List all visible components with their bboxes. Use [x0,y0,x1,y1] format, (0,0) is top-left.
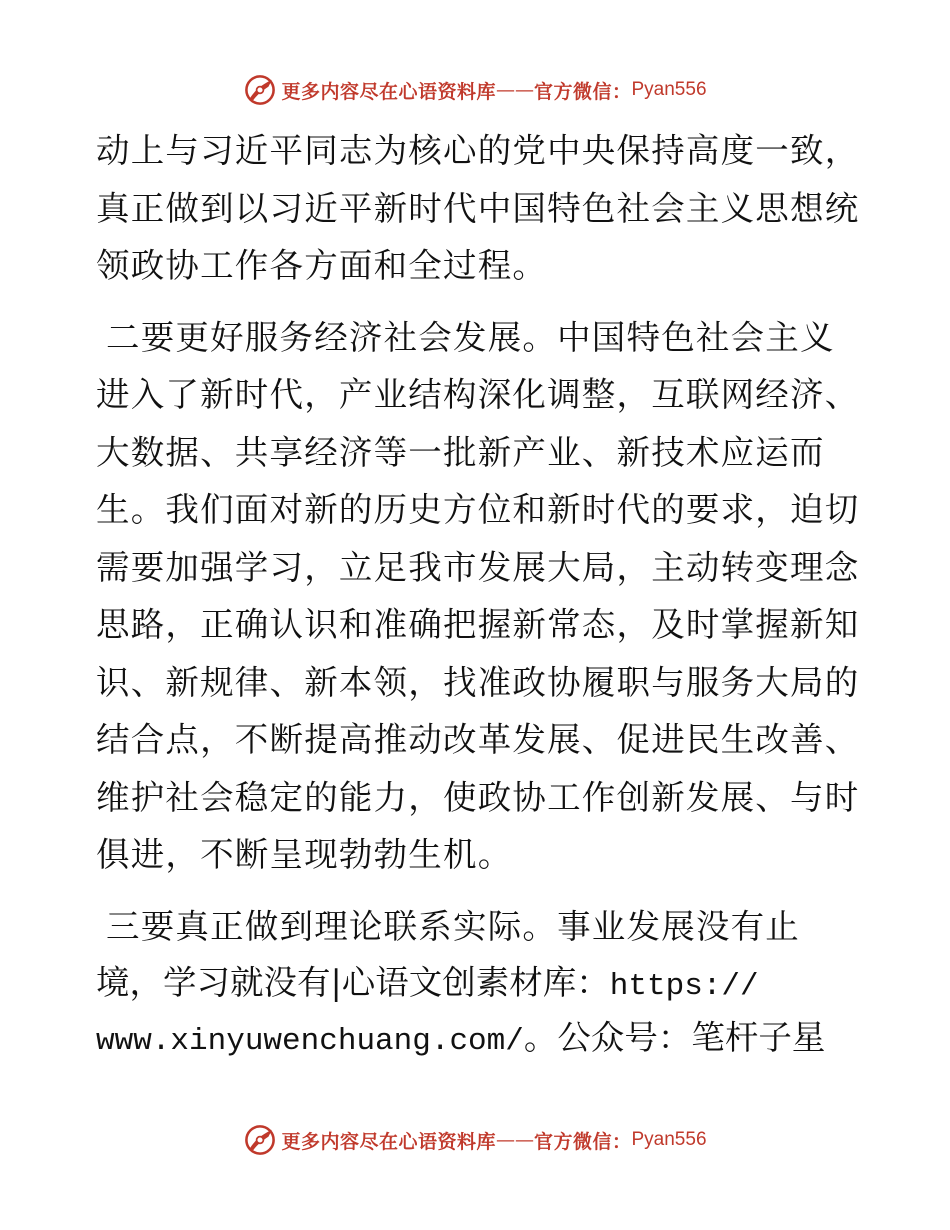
banner-wechat-label: 官方微信： [533,80,632,103]
banner-wechat-id: Pyan556 [631,1129,707,1150]
header-banner [0,70,950,110]
banner-main-text: 更多内容尽在心语资料库 [281,1130,496,1153]
banner-wechat-id: Pyan556 [631,79,707,100]
line-text: 。公众号：笔杆子星 [523,1018,826,1057]
banner-separator: —— [495,1129,534,1151]
pen-logo-icon [243,1123,277,1157]
paragraph-line: 进入了新时代，产业结构深化调整，互联网经济、 [96,375,860,414]
line-text: 境，学习就没有|心语文创素材库： [96,963,610,1002]
paragraph-line: 思路，正确认识和准确把握新常态，及时掌握新知 [96,605,860,644]
paragraph-line: 俱进，不断呈现勃勃生机。 [96,835,513,874]
banner-wechat-label: 官方微信： [533,1130,632,1153]
paragraph-1 [96,122,860,295]
pen-logo-icon [243,73,277,107]
banner-separator: —— [495,79,534,101]
document-body [96,122,860,1065]
footer-banner [0,1120,950,1160]
paragraph-line: 三要真正做到理论联系实际。事业发展没有止 [106,906,800,946]
paragraph-line: 需要加强学习，立足我市发展大局，主动转变理念 [96,547,860,587]
paragraph-line: 领政协工作各方面和全过程。 [96,246,548,285]
banner-main-text: 更多内容尽在心语资料库 [281,80,496,103]
paragraph-line: 动上与习近平同志为核心的党中央保持高度一致， [96,131,860,170]
paragraph-line: 生。我们面对新的历史方位和新时代的要求，迫切 [96,490,860,529]
paragraph-line: 维护社会稳定的能力，使政协工作创新发展、与时 [96,777,860,817]
paragraph-2 [96,309,860,884]
paragraph-3 [96,898,856,1066]
url-text: www.xinyuwenchuang.com/ [96,1024,524,1059]
paragraph-line: 大数据、共享经济等一批新产业、新技术应运而 [96,432,825,472]
url-fragment: https:// [609,969,759,1004]
paragraph-line [96,1010,856,1065]
paragraph-line: 二要更好服务经济社会发展。中国特色社会主义 [106,317,835,357]
paragraph-line: 真正做到以习近平新时代中国特色社会主义思想统 [96,188,860,228]
paragraph-line: 结合点，不断提高推动改革发展、促进民生改善、 [96,720,860,759]
paragraph-line [96,955,856,1010]
paragraph-line: 识、新规律、新本领，找准政协履职与服务大局的 [96,662,860,702]
